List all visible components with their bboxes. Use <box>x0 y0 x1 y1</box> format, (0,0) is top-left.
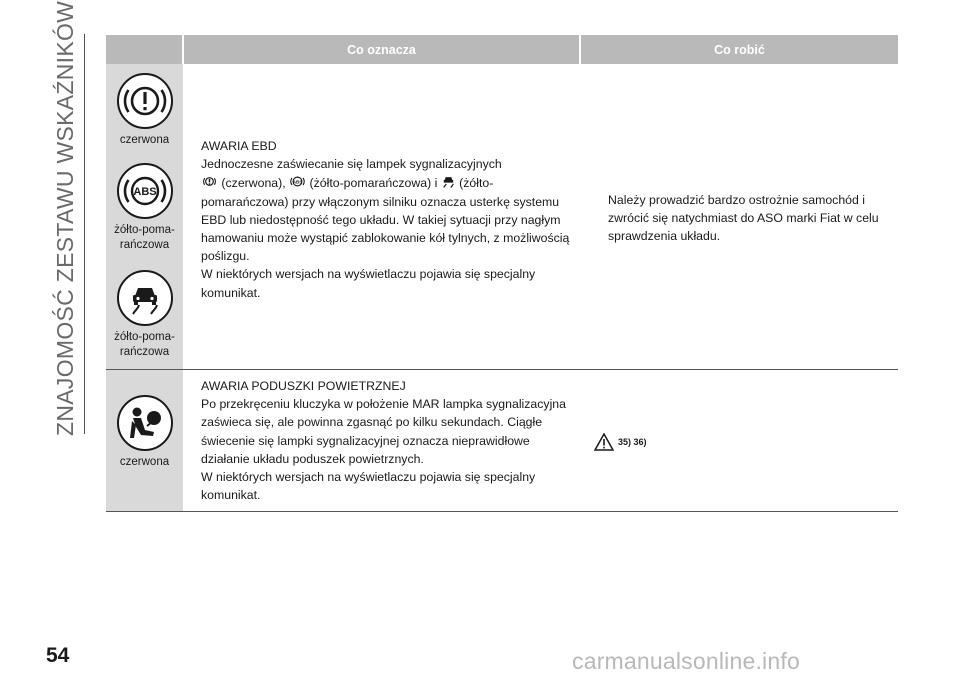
header-icon-cell <box>106 35 182 64</box>
action-text: Należy prowadzić bardzo ostrożnie samochód i zwrócić się natychmiast do ASO marki Fiat w celu sprawdzenia układu. <box>608 193 879 244</box>
yellow-label: (żółto- <box>459 176 494 191</box>
abs-icon <box>289 173 306 190</box>
meaning-text <box>201 377 576 504</box>
header-meaning: Co oznacza <box>184 35 579 64</box>
table-row <box>106 64 898 369</box>
section-title: ZNAJOMOŚĆ ZESTAWU WSKAŹNIKÓW <box>52 0 78 436</box>
icon-group <box>106 72 183 148</box>
color-label: czerwona <box>119 134 170 146</box>
table-row <box>106 370 898 511</box>
fault-description: Po przekręceniu kluczyka w położenie MAR lampka sygnalizacyjna zaświeca się, ale powinna zgasnąć po kilku sekundach. Ciągłe świecenie się lampki sygnalizacyjnej oznacza nieprawidłowe działanie układu poduszek powietrznych. <box>201 397 566 466</box>
fault-note: W niektórych wersjach na wyświetlaczu pojawia się specjalny komunikat. <box>201 470 536 503</box>
skid-car-icon <box>441 173 456 190</box>
yellow-label: (żółto-pomarańczowa) i <box>309 176 438 191</box>
skid-car-icon <box>116 269 174 327</box>
fault-icons-line <box>201 173 576 192</box>
icon-group <box>106 269 183 360</box>
table-header <box>106 35 898 64</box>
brake-warning-icon <box>201 173 218 190</box>
header-action: Co robić <box>581 35 898 64</box>
icon-group <box>106 162 183 253</box>
color-label: czerwona <box>119 456 170 468</box>
meaning-text <box>201 137 576 302</box>
brake-warning-icon <box>116 72 174 130</box>
fault-title: AWARIA PODUSZKI POWIETRZNEJ <box>201 379 406 393</box>
note-references: 35) 36) <box>618 437 647 447</box>
fault-intro: Jednoczesne zaświecanie się lampek sygnalizacyjnych <box>201 157 502 172</box>
svg-text:ABS: ABS <box>292 179 303 185</box>
fault-note: W niektórych wersjach na wyświetlaczu pojawia się specjalny komunikat. <box>201 267 536 300</box>
warning-triangle-icon <box>594 433 614 451</box>
section-divider <box>84 34 85 434</box>
page-number: 54 <box>46 644 70 667</box>
fault-title: AWARIA EBD <box>201 139 277 153</box>
abs-icon <box>116 162 174 220</box>
color-label: żółto-poma- rańczowa <box>114 224 175 251</box>
fault-description: pomarańczowa) przy włączonym silniku oznacza usterkę systemu EBD lub niedostępność tego układu. W takiej sytuacji przy nagłym hamowaniu może wystąpić zablokowanie kół tylnych, z możliwością poślizgu. <box>201 194 570 264</box>
table-bottom-border <box>106 511 898 512</box>
airbag-icon <box>116 394 174 452</box>
color-label: żółto-poma- rańczowa <box>114 331 175 358</box>
red-label: (czerwona), <box>221 176 286 191</box>
icon-group <box>106 394 183 470</box>
svg-text:ABS: ABS <box>132 186 157 198</box>
action-refs <box>594 433 647 451</box>
watermark: carmanualsonline.info <box>572 648 800 674</box>
